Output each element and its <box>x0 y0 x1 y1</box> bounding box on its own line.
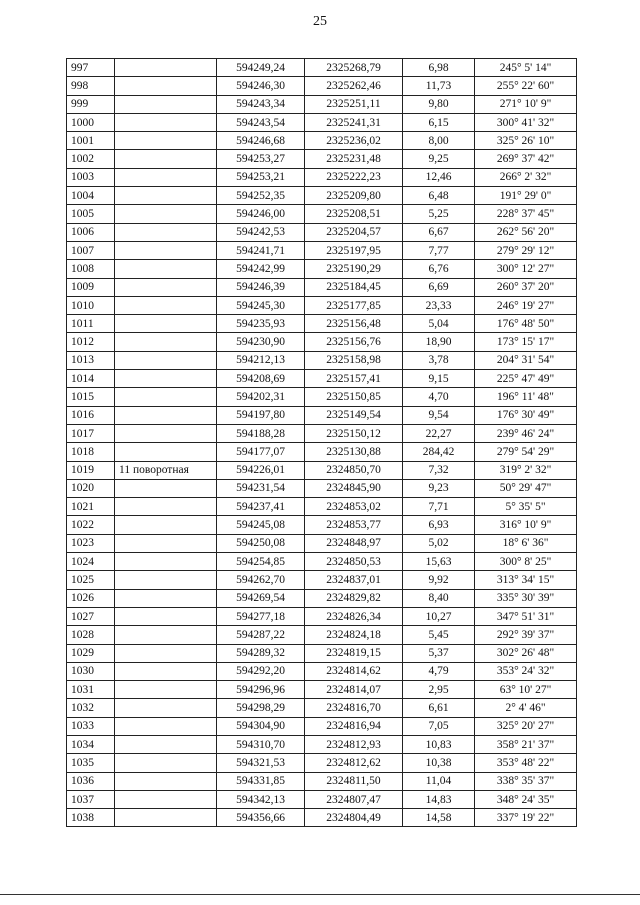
point-type-cell <box>115 406 217 424</box>
x-coordinate-cell: 594269,54 <box>217 589 305 607</box>
x-coordinate-cell: 594241,71 <box>217 241 305 259</box>
bearing-cell: 300° 12' 27" <box>475 260 577 278</box>
bearing-cell: 348° 24' 35" <box>475 790 577 808</box>
table-row <box>67 662 577 680</box>
y-coordinate-cell: 2324807,47 <box>305 790 403 808</box>
point-type-cell <box>115 150 217 168</box>
point-number-cell: 1032 <box>67 699 115 717</box>
table-row <box>67 534 577 552</box>
y-coordinate-cell: 2325149,54 <box>305 406 403 424</box>
page-number: 25 <box>313 14 327 29</box>
table-row <box>67 333 577 351</box>
distance-cell: 11,04 <box>403 772 475 790</box>
point-type-cell <box>115 113 217 131</box>
y-coordinate-cell: 2324824,18 <box>305 626 403 644</box>
table-row <box>67 772 577 790</box>
distance-cell: 9,23 <box>403 479 475 497</box>
x-coordinate-cell: 594298,29 <box>217 699 305 717</box>
point-number-cell: 999 <box>67 95 115 113</box>
distance-cell: 10,83 <box>403 735 475 753</box>
point-type-cell <box>115 735 217 753</box>
x-coordinate-cell: 594245,08 <box>217 516 305 534</box>
distance-cell: 7,71 <box>403 498 475 516</box>
coordinates-table <box>66 58 577 827</box>
y-coordinate-cell: 2325156,48 <box>305 315 403 333</box>
y-coordinate-cell: 2324811,50 <box>305 772 403 790</box>
table-row <box>67 260 577 278</box>
table-row <box>67 699 577 717</box>
distance-cell: 7,05 <box>403 717 475 735</box>
point-number-cell: 1004 <box>67 187 115 205</box>
distance-cell: 23,33 <box>403 296 475 314</box>
x-coordinate-cell: 594208,69 <box>217 370 305 388</box>
y-coordinate-cell: 2324850,70 <box>305 461 403 479</box>
point-type-cell <box>115 223 217 241</box>
y-coordinate-cell: 2325184,45 <box>305 278 403 296</box>
y-coordinate-cell: 2325236,02 <box>305 132 403 150</box>
bearing-cell: 302° 26' 48" <box>475 644 577 662</box>
x-coordinate-cell: 594342,13 <box>217 790 305 808</box>
point-number-cell: 1007 <box>67 241 115 259</box>
bearing-cell: 279° 54' 29" <box>475 443 577 461</box>
y-coordinate-cell: 2324837,01 <box>305 571 403 589</box>
y-coordinate-cell: 2325158,98 <box>305 351 403 369</box>
bearing-cell: 279° 29' 12" <box>475 241 577 259</box>
table-row <box>67 168 577 186</box>
y-coordinate-cell: 2324850,53 <box>305 553 403 571</box>
x-coordinate-cell: 594243,54 <box>217 113 305 131</box>
x-coordinate-cell: 594226,01 <box>217 461 305 479</box>
point-number-cell: 997 <box>67 59 115 77</box>
x-coordinate-cell: 594231,54 <box>217 479 305 497</box>
point-number-cell: 1010 <box>67 296 115 314</box>
bearing-cell: 316° 10' 9" <box>475 516 577 534</box>
table-row <box>67 77 577 95</box>
distance-cell: 5,25 <box>403 205 475 223</box>
bearing-cell: 191° 29' 0" <box>475 187 577 205</box>
point-type-cell <box>115 662 217 680</box>
x-coordinate-cell: 594331,85 <box>217 772 305 790</box>
point-type-cell <box>115 479 217 497</box>
bearing-cell: 260° 37' 20" <box>475 278 577 296</box>
table-row <box>67 187 577 205</box>
table-row <box>67 626 577 644</box>
distance-cell: 6,67 <box>403 223 475 241</box>
distance-cell: 22,27 <box>403 424 475 442</box>
point-number-cell: 1022 <box>67 516 115 534</box>
point-number-cell: 1006 <box>67 223 115 241</box>
table-row <box>67 443 577 461</box>
distance-cell: 2,95 <box>403 681 475 699</box>
x-coordinate-cell: 594237,41 <box>217 498 305 516</box>
distance-cell: 5,02 <box>403 534 475 552</box>
y-coordinate-cell: 2325241,31 <box>305 113 403 131</box>
y-coordinate-cell: 2324814,07 <box>305 681 403 699</box>
bearing-cell: 300° 8' 25" <box>475 553 577 571</box>
x-coordinate-cell: 594304,90 <box>217 717 305 735</box>
point-type-cell <box>115 589 217 607</box>
x-coordinate-cell: 594253,21 <box>217 168 305 186</box>
distance-cell: 6,69 <box>403 278 475 296</box>
distance-cell: 6,93 <box>403 516 475 534</box>
point-number-cell: 1026 <box>67 589 115 607</box>
point-type-cell <box>115 168 217 186</box>
point-type-cell <box>115 187 217 205</box>
x-coordinate-cell: 594246,30 <box>217 77 305 95</box>
y-coordinate-cell: 2324819,15 <box>305 644 403 662</box>
distance-cell: 8,00 <box>403 132 475 150</box>
bearing-cell: 204° 31' 54" <box>475 351 577 369</box>
bearing-cell: 358° 21' 37" <box>475 735 577 753</box>
table-row <box>67 479 577 497</box>
point-type-cell <box>115 424 217 442</box>
point-number-cell: 1009 <box>67 278 115 296</box>
bearing-cell: 325° 26' 10" <box>475 132 577 150</box>
table-row <box>67 205 577 223</box>
table-row <box>67 516 577 534</box>
coordinates-table-body <box>67 59 577 827</box>
point-type-cell <box>115 607 217 625</box>
y-coordinate-cell: 2324816,70 <box>305 699 403 717</box>
point-type-cell <box>115 59 217 77</box>
y-coordinate-cell: 2325262,46 <box>305 77 403 95</box>
point-number-cell: 1031 <box>67 681 115 699</box>
table-row <box>67 95 577 113</box>
table-row <box>67 571 577 589</box>
point-type-cell <box>115 534 217 552</box>
distance-cell: 7,32 <box>403 461 475 479</box>
point-type-cell <box>115 571 217 589</box>
table-row <box>67 406 577 424</box>
point-number-cell: 1029 <box>67 644 115 662</box>
point-type-cell <box>115 296 217 314</box>
distance-cell: 4,70 <box>403 388 475 406</box>
y-coordinate-cell: 2325208,51 <box>305 205 403 223</box>
bearing-cell: 228° 37' 45" <box>475 205 577 223</box>
x-coordinate-cell: 594242,99 <box>217 260 305 278</box>
distance-cell: 9,80 <box>403 95 475 113</box>
distance-cell: 5,04 <box>403 315 475 333</box>
x-coordinate-cell: 594321,53 <box>217 754 305 772</box>
bearing-cell: 5° 35' 5" <box>475 498 577 516</box>
bearing-cell: 337° 19' 22" <box>475 809 577 827</box>
point-type-cell <box>115 553 217 571</box>
distance-cell: 5,45 <box>403 626 475 644</box>
point-type-cell <box>115 790 217 808</box>
x-coordinate-cell: 594249,24 <box>217 59 305 77</box>
x-coordinate-cell: 594188,28 <box>217 424 305 442</box>
y-coordinate-cell: 2324826,34 <box>305 607 403 625</box>
bearing-cell: 319° 2' 32" <box>475 461 577 479</box>
point-type-cell <box>115 809 217 827</box>
bearing-cell: 353° 48' 22" <box>475 754 577 772</box>
y-coordinate-cell: 2324812,93 <box>305 735 403 753</box>
point-number-cell: 1030 <box>67 662 115 680</box>
y-coordinate-cell: 2324845,90 <box>305 479 403 497</box>
distance-cell: 12,46 <box>403 168 475 186</box>
point-number-cell: 1017 <box>67 424 115 442</box>
y-coordinate-cell: 2325251,11 <box>305 95 403 113</box>
table-row <box>67 150 577 168</box>
x-coordinate-cell: 594250,08 <box>217 534 305 552</box>
point-type-cell <box>115 241 217 259</box>
table-row <box>67 790 577 808</box>
distance-cell: 9,15 <box>403 370 475 388</box>
distance-cell: 6,15 <box>403 113 475 131</box>
bearing-cell: 300° 41' 32" <box>475 113 577 131</box>
bearing-cell: 347° 51' 31" <box>475 607 577 625</box>
point-type-cell <box>115 772 217 790</box>
y-coordinate-cell: 2324814,62 <box>305 662 403 680</box>
distance-cell: 9,25 <box>403 150 475 168</box>
x-coordinate-cell: 594277,18 <box>217 607 305 625</box>
table-row <box>67 498 577 516</box>
point-type-cell <box>115 315 217 333</box>
distance-cell: 14,58 <box>403 809 475 827</box>
table-row <box>67 681 577 699</box>
point-number-cell: 1037 <box>67 790 115 808</box>
bearing-cell: 313° 34' 15" <box>475 571 577 589</box>
y-coordinate-cell: 2325222,23 <box>305 168 403 186</box>
point-type-cell <box>115 77 217 95</box>
point-number-cell: 1001 <box>67 132 115 150</box>
point-number-cell: 1014 <box>67 370 115 388</box>
table-row <box>67 553 577 571</box>
y-coordinate-cell: 2324853,02 <box>305 498 403 516</box>
distance-cell: 9,54 <box>403 406 475 424</box>
point-number-cell: 1036 <box>67 772 115 790</box>
point-type-cell <box>115 699 217 717</box>
table-row <box>67 59 577 77</box>
table-row <box>67 296 577 314</box>
point-number-cell: 1005 <box>67 205 115 223</box>
point-number-cell: 1028 <box>67 626 115 644</box>
point-type-cell <box>115 333 217 351</box>
x-coordinate-cell: 594197,80 <box>217 406 305 424</box>
y-coordinate-cell: 2325157,41 <box>305 370 403 388</box>
y-coordinate-cell: 2325231,48 <box>305 150 403 168</box>
y-coordinate-cell: 2325209,80 <box>305 187 403 205</box>
point-number-cell: 1003 <box>67 168 115 186</box>
y-coordinate-cell: 2325150,12 <box>305 424 403 442</box>
bearing-cell: 335° 30' 39" <box>475 589 577 607</box>
point-number-cell: 1023 <box>67 534 115 552</box>
x-coordinate-cell: 594243,34 <box>217 95 305 113</box>
table-row <box>67 370 577 388</box>
point-number-cell: 1013 <box>67 351 115 369</box>
footer-divider <box>0 894 640 895</box>
table-row <box>67 461 577 479</box>
y-coordinate-cell: 2325197,95 <box>305 241 403 259</box>
point-number-cell: 1019 <box>67 461 115 479</box>
point-number-cell: 1015 <box>67 388 115 406</box>
point-type-cell <box>115 388 217 406</box>
point-type-cell <box>115 626 217 644</box>
distance-cell: 9,92 <box>403 571 475 589</box>
distance-cell: 5,37 <box>403 644 475 662</box>
point-type-cell <box>115 754 217 772</box>
bearing-cell: 63° 10' 27" <box>475 681 577 699</box>
table-row <box>67 717 577 735</box>
table-row <box>67 223 577 241</box>
point-number-cell: 1016 <box>67 406 115 424</box>
table-row <box>67 809 577 827</box>
y-coordinate-cell: 2324816,94 <box>305 717 403 735</box>
y-coordinate-cell: 2324812,62 <box>305 754 403 772</box>
point-type-cell <box>115 443 217 461</box>
x-coordinate-cell: 594212,13 <box>217 351 305 369</box>
y-coordinate-cell: 2325150,85 <box>305 388 403 406</box>
table-row <box>67 589 577 607</box>
bearing-cell: 173° 15' 17" <box>475 333 577 351</box>
x-coordinate-cell: 594177,07 <box>217 443 305 461</box>
bearing-cell: 239° 46' 24" <box>475 424 577 442</box>
bearing-cell: 269° 37' 42" <box>475 150 577 168</box>
x-coordinate-cell: 594253,27 <box>217 150 305 168</box>
bearing-cell: 2° 4' 46" <box>475 699 577 717</box>
x-coordinate-cell: 594230,90 <box>217 333 305 351</box>
distance-cell: 11,73 <box>403 77 475 95</box>
distance-cell: 6,61 <box>403 699 475 717</box>
bearing-cell: 292° 39' 37" <box>475 626 577 644</box>
point-number-cell: 1008 <box>67 260 115 278</box>
bearing-cell: 325° 20' 27" <box>475 717 577 735</box>
x-coordinate-cell: 594246,00 <box>217 205 305 223</box>
distance-cell: 6,76 <box>403 260 475 278</box>
y-coordinate-cell: 2325268,79 <box>305 59 403 77</box>
bearing-cell: 262° 56' 20" <box>475 223 577 241</box>
distance-cell: 10,27 <box>403 607 475 625</box>
point-type-cell <box>115 260 217 278</box>
distance-cell: 10,38 <box>403 754 475 772</box>
distance-cell: 14,83 <box>403 790 475 808</box>
y-coordinate-cell: 2324853,77 <box>305 516 403 534</box>
point-number-cell: 1021 <box>67 498 115 516</box>
point-number-cell: 1033 <box>67 717 115 735</box>
table-row <box>67 113 577 131</box>
x-coordinate-cell: 594242,53 <box>217 223 305 241</box>
distance-cell: 284,42 <box>403 443 475 461</box>
y-coordinate-cell: 2325204,57 <box>305 223 403 241</box>
table-row <box>67 315 577 333</box>
point-type-cell: 11 поворотная <box>115 461 217 479</box>
bearing-cell: 18° 6' 36" <box>475 534 577 552</box>
point-number-cell: 1012 <box>67 333 115 351</box>
x-coordinate-cell: 594245,30 <box>217 296 305 314</box>
distance-cell: 3,78 <box>403 351 475 369</box>
x-coordinate-cell: 594254,85 <box>217 553 305 571</box>
point-type-cell <box>115 370 217 388</box>
point-type-cell <box>115 717 217 735</box>
y-coordinate-cell: 2324804,49 <box>305 809 403 827</box>
point-type-cell <box>115 205 217 223</box>
bearing-cell: 246° 19' 27" <box>475 296 577 314</box>
point-number-cell: 1002 <box>67 150 115 168</box>
point-number-cell: 1018 <box>67 443 115 461</box>
x-coordinate-cell: 594289,32 <box>217 644 305 662</box>
x-coordinate-cell: 594262,70 <box>217 571 305 589</box>
distance-cell: 6,48 <box>403 187 475 205</box>
x-coordinate-cell: 594246,68 <box>217 132 305 150</box>
point-type-cell <box>115 132 217 150</box>
y-coordinate-cell: 2324829,82 <box>305 589 403 607</box>
point-type-cell <box>115 644 217 662</box>
point-type-cell <box>115 498 217 516</box>
point-type-cell <box>115 95 217 113</box>
point-number-cell: 1027 <box>67 607 115 625</box>
distance-cell: 6,98 <box>403 59 475 77</box>
bearing-cell: 353° 24' 32" <box>475 662 577 680</box>
y-coordinate-cell: 2325190,29 <box>305 260 403 278</box>
y-coordinate-cell: 2325156,76 <box>305 333 403 351</box>
bearing-cell: 225° 47' 49" <box>475 370 577 388</box>
table-row <box>67 644 577 662</box>
distance-cell: 4,79 <box>403 662 475 680</box>
y-coordinate-cell: 2324848,97 <box>305 534 403 552</box>
distance-cell: 7,77 <box>403 241 475 259</box>
bearing-cell: 266° 2' 32" <box>475 168 577 186</box>
distance-cell: 18,90 <box>403 333 475 351</box>
y-coordinate-cell: 2325177,85 <box>305 296 403 314</box>
x-coordinate-cell: 594296,96 <box>217 681 305 699</box>
table-row <box>67 424 577 442</box>
bearing-cell: 176° 48' 50" <box>475 315 577 333</box>
point-type-cell <box>115 681 217 699</box>
point-number-cell: 1000 <box>67 113 115 131</box>
point-number-cell: 1011 <box>67 315 115 333</box>
table-row <box>67 607 577 625</box>
x-coordinate-cell: 594356,66 <box>217 809 305 827</box>
point-number-cell: 1034 <box>67 735 115 753</box>
point-type-cell <box>115 278 217 296</box>
x-coordinate-cell: 594235,93 <box>217 315 305 333</box>
point-type-cell <box>115 351 217 369</box>
bearing-cell: 50° 29' 47" <box>475 479 577 497</box>
table-row <box>67 351 577 369</box>
point-number-cell: 1024 <box>67 553 115 571</box>
bearing-cell: 271° 10' 9" <box>475 95 577 113</box>
table-row <box>67 241 577 259</box>
bearing-cell: 338° 35' 37" <box>475 772 577 790</box>
distance-cell: 15,63 <box>403 553 475 571</box>
table-row <box>67 132 577 150</box>
bearing-cell: 255° 22' 60" <box>475 77 577 95</box>
x-coordinate-cell: 594202,31 <box>217 388 305 406</box>
bearing-cell: 196° 11' 48" <box>475 388 577 406</box>
point-number-cell: 998 <box>67 77 115 95</box>
bearing-cell: 176° 30' 49" <box>475 406 577 424</box>
table-row <box>67 278 577 296</box>
x-coordinate-cell: 594246,39 <box>217 278 305 296</box>
x-coordinate-cell: 594252,35 <box>217 187 305 205</box>
table-row <box>67 735 577 753</box>
point-number-cell: 1025 <box>67 571 115 589</box>
point-number-cell: 1038 <box>67 809 115 827</box>
bearing-cell: 245° 5' 14" <box>475 59 577 77</box>
table-row <box>67 388 577 406</box>
x-coordinate-cell: 594292,20 <box>217 662 305 680</box>
point-number-cell: 1020 <box>67 479 115 497</box>
distance-cell: 8,40 <box>403 589 475 607</box>
point-type-cell <box>115 516 217 534</box>
point-number-cell: 1035 <box>67 754 115 772</box>
x-coordinate-cell: 594310,70 <box>217 735 305 753</box>
y-coordinate-cell: 2325130,88 <box>305 443 403 461</box>
table-row <box>67 754 577 772</box>
x-coordinate-cell: 594287,22 <box>217 626 305 644</box>
